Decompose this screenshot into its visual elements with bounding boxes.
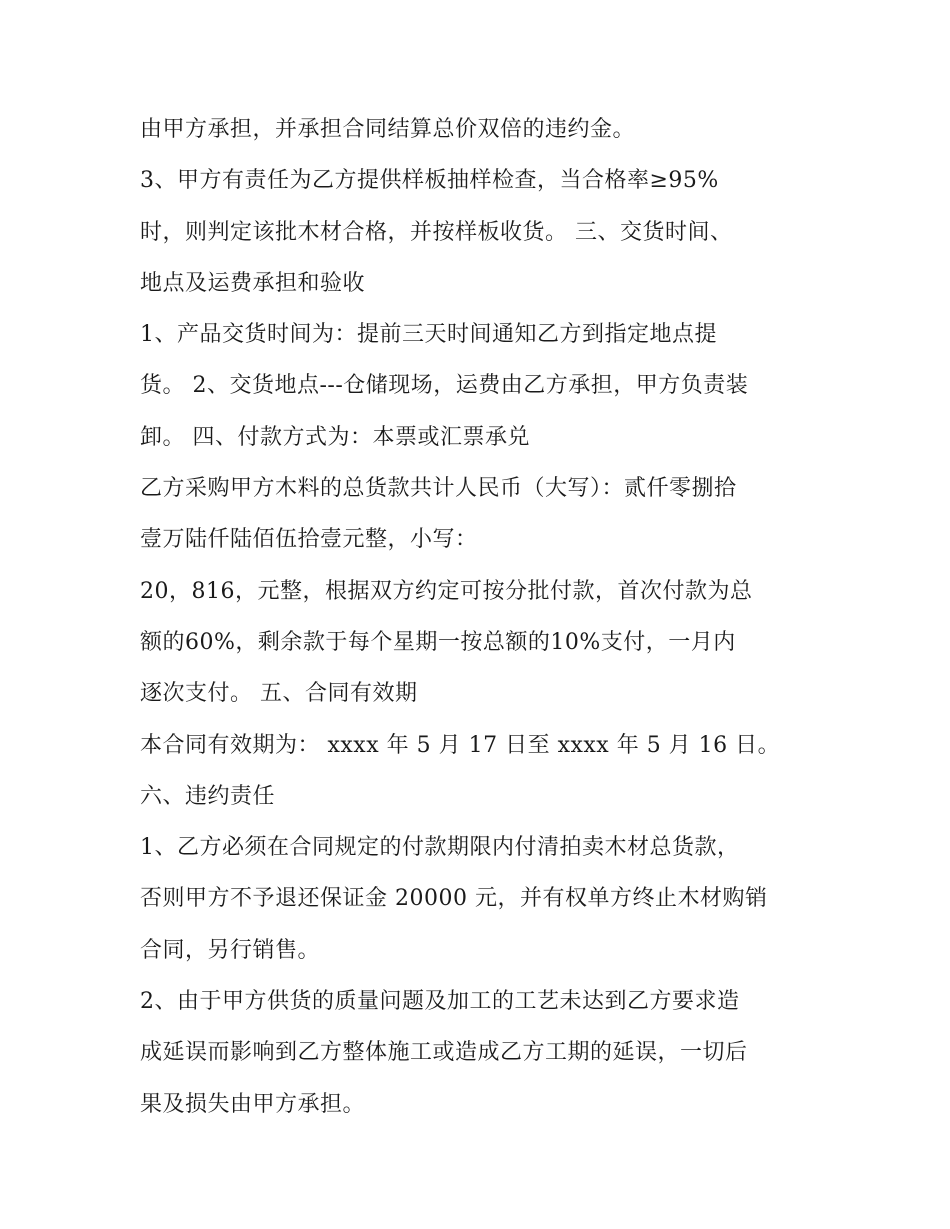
text-line: 1、产品交货时间为：提前三天时间通知乙方到指定地点提 [140,322,717,348]
text-line: 1、乙方必须在合同规定的付款期限内付清拍卖木材总货款， [140,835,740,861]
text-line: 逐次支付。 五、合同有效期 [140,681,418,707]
text-line: 本合同有效期为： xxxx 年 5 月 17 日至 xxxx 年 5 月 16 日。 [140,732,781,758]
text-line: 3、甲方有责任为乙方提供样板抽样检查，当合格率≥95% [140,168,719,194]
text-line: 20，816，元整，根据双方约定可按分批付款，首次付款为总 [140,578,753,604]
text-line: 卸。 四、付款方式为：本票或汇票承兑 [140,424,530,450]
document-body [140,104,840,1130]
text-line: 合同，另行销售。 [140,937,321,963]
text-line: 货。 2、交货地点---仓储现场，运费由乙方承担，甲方负责装 [140,373,749,399]
text-line: 六、违约责任 [140,783,276,809]
text-line: 否则甲方不予退还保证金 20000 元，并有权单方终止木材购销 [140,886,768,912]
text-line: 地点及运费承担和验收 [140,270,366,296]
text-line: 乙方采购甲方木料的总货款共计人民币（大写）：贰仟零捌拾 [140,476,737,502]
text-line: 成延误而影响到乙方整体施工或造成乙方工期的延误，一切后 [140,1040,748,1066]
text-line: 壹万陆仟陆佰伍拾壹元整，小写： [140,527,478,553]
text-line: 由甲方承担，并承担合同结算总价双倍的违约金。 [140,117,636,142]
text-line: 额的60%，剩余款于每个星期一按总额的10%支付，一月内 [140,629,736,655]
text-line: 2、由于甲方供货的质量问题及加工的工艺未达到乙方要求造 [140,989,740,1015]
text-line: 果及损失由甲方承担。 [140,1091,366,1117]
text-line: 时，则判定该批木材合格，并按样板收货。 三、交货时间、 [140,219,733,245]
